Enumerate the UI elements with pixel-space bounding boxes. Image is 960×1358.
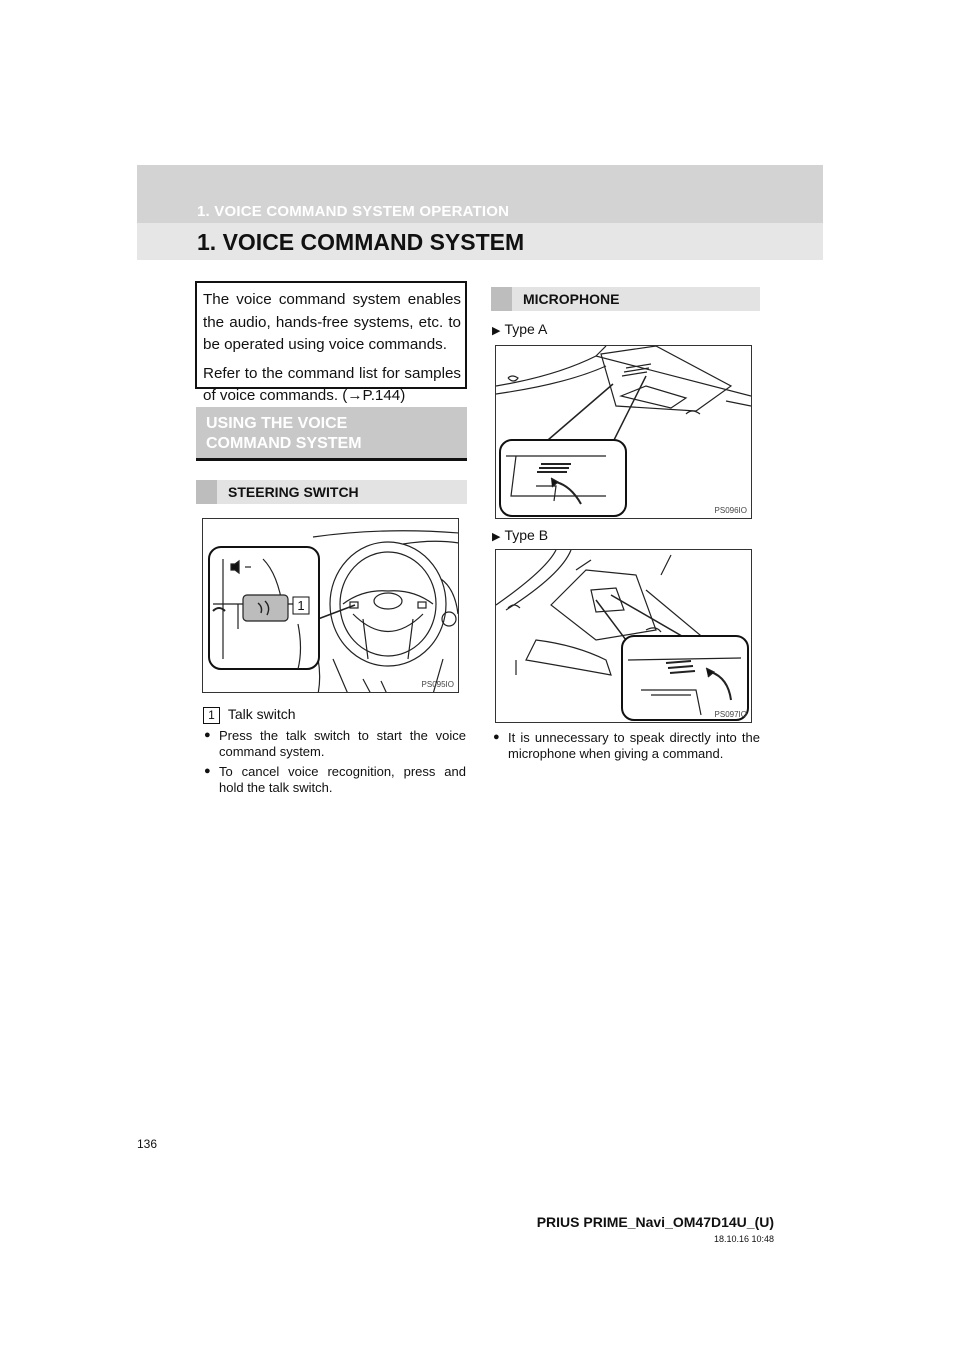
figure-legend — [203, 706, 296, 724]
triangle-icon: ▶ — [492, 531, 501, 543]
steering-wheel-illustration — [202, 518, 459, 693]
using-voice-command-heading — [196, 407, 467, 461]
document-id: PRIUS PRIME_Navi_OM47D14U_(U) — [536, 1214, 774, 1230]
heading-marker — [196, 480, 217, 504]
heading-line: USING THE VOICE — [206, 415, 348, 432]
steering-bullets — [204, 728, 466, 800]
section-label: 1. VOICE COMMAND SYSTEM OPERATION — [197, 203, 510, 220]
page-title: 1. VOICE COMMAND SYSTEM — [197, 229, 525, 255]
heading-text: MICROPHONE — [523, 291, 620, 307]
figure-code: PS096IO — [714, 506, 747, 515]
steering-switch-heading — [196, 480, 467, 504]
legend-number: 1 — [203, 707, 220, 724]
microphone-type-b-illustration — [495, 549, 752, 723]
bullet-item: ● It is unnecessary to speak directly into the microphone when giving a command. — [493, 730, 760, 761]
microphone-heading — [491, 287, 760, 311]
microphone-bullets — [493, 730, 760, 766]
steering-wheel-drawing — [203, 519, 459, 693]
type-label-text: Type A — [504, 321, 548, 337]
type-a-label — [492, 321, 547, 337]
heading-line: COMMAND SYSTEM — [206, 435, 362, 452]
triangle-icon: ▶ — [492, 325, 501, 337]
overhead-console-drawing — [496, 550, 752, 723]
bullet-item: ● To cancel voice recognition, press and hold the talk switch. — [204, 764, 466, 795]
heading-text: STEERING SWITCH — [228, 484, 359, 500]
figure-callout: 1 — [297, 598, 305, 613]
bullet-item: ● Press the talk switch to start the voice command system. — [204, 728, 466, 759]
intro-reference[interactable]: Refer to the command list for samples of voice commands. (→P.144) — [203, 364, 461, 404]
microphone-type-a-illustration — [495, 345, 752, 519]
intro-paragraph: The voice command system enables the audio, hands-free systems, etc. to be operated using voice commands. — [203, 291, 461, 353]
figure-code: PS095IO — [421, 680, 454, 689]
intro-box — [195, 281, 467, 404]
heading-marker — [491, 287, 512, 311]
print-timestamp: 18.10.16 10:48 — [713, 1234, 774, 1244]
overhead-console-drawing — [496, 346, 752, 519]
type-label-text: Type B — [504, 527, 549, 543]
page-number: 136 — [137, 1137, 158, 1151]
type-b-label — [492, 527, 548, 543]
legend-text: Talk switch — [227, 706, 296, 722]
figure-code: PS097IO — [714, 710, 747, 719]
